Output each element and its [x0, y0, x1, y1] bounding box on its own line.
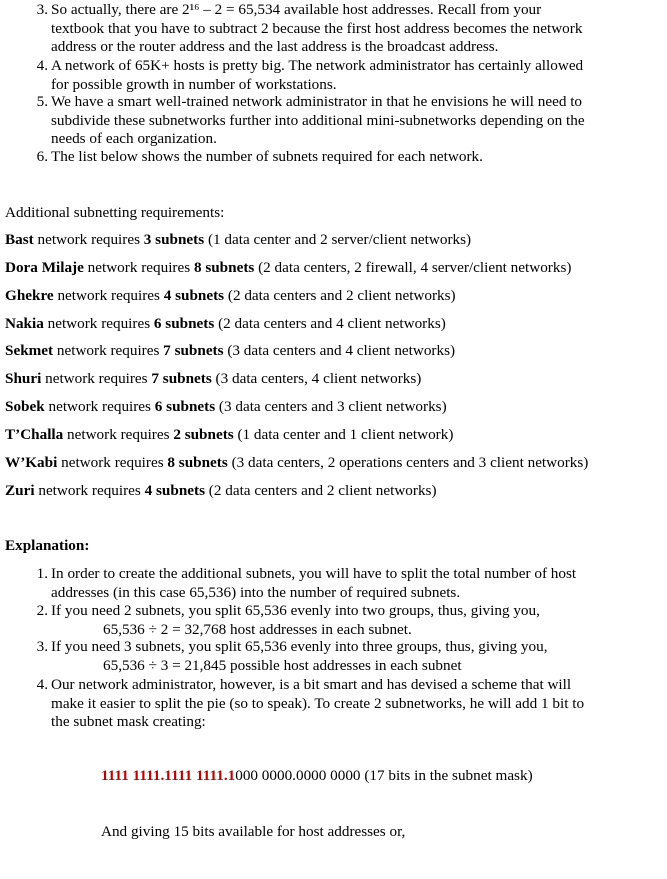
network-name: Sekmet	[5, 342, 54, 359]
list-number: 4.	[36, 57, 48, 74]
network-name: W’Kabi	[5, 454, 58, 471]
list-line: addresses (in this case 65,536) into the number of required subnets.	[51, 583, 461, 601]
list-line: subdivide these subnetworks further into additional mini-subnetworks depending on the	[51, 111, 585, 129]
list-line: needs of each organization.	[51, 130, 217, 147]
requirement-detail: (2 data centers and 2 client networks)	[224, 287, 456, 304]
network-name: Sobek	[5, 398, 45, 415]
network-name: Bast	[5, 231, 34, 248]
subnet-count: 3 subnets	[143, 231, 205, 248]
list-line: make it easier to split the pie (so to speak). To create 2 subnetworks, he will add 1 bit to	[51, 694, 585, 712]
requirement-text: network requires	[44, 398, 155, 415]
requirement-row	[5, 426, 453, 445]
list-number: 6.	[36, 148, 48, 165]
requirement-row	[5, 231, 471, 250]
list-line: If you need 3 subnets, you split 65,536 evenly into three groups, thus, giving you,	[51, 638, 548, 655]
subnet-count: 6 subnets	[154, 398, 216, 415]
list-line: for possible growth in number of workstations.	[51, 75, 337, 93]
network-name: Dora Milaje	[5, 259, 84, 276]
list-item	[26, 565, 626, 602]
list-item	[26, 57, 626, 94]
network-name: Shuri	[5, 370, 42, 387]
requirement-row	[5, 482, 437, 501]
list-line: textbook that you have to subtract 2 because the first host address becomes the network	[51, 19, 583, 37]
requirement-detail: (1 data center and 2 server/client networks)	[204, 231, 472, 248]
list-line: address or the router address and the last address is the broadcast address.	[51, 38, 499, 55]
list-number: 3.	[36, 1, 48, 18]
calculation-line: 65,536 ÷ 3 = 21,845 possible host addresses in each subnet	[103, 656, 462, 674]
requirement-text: network requires	[34, 482, 145, 499]
requirement-detail: (3 data centers and 3 client networks)	[215, 398, 447, 415]
subnet-mask-network-bits: 1111 1111.1111 1111.1	[101, 767, 236, 784]
requirement-row	[5, 370, 421, 389]
subnet-count: 8 subnets	[167, 454, 228, 471]
requirement-row	[5, 259, 571, 278]
requirement-detail: (2 data centers and 2 client networks)	[204, 482, 437, 499]
subnet-count: 4 subnets	[144, 482, 205, 499]
requirement-text: network requires	[53, 287, 164, 304]
requirement-detail: (3 data centers, 2 operations centers and 3 client networks)	[227, 454, 589, 471]
list-item	[26, 676, 626, 732]
subnet-count: 6 subnets	[153, 315, 215, 332]
list-line: the subnet mask creating:	[51, 713, 206, 730]
list-number: 1.	[36, 565, 48, 582]
requirement-text: network requires	[43, 315, 154, 332]
list-number: 4.	[36, 676, 48, 693]
network-name: Ghekre	[5, 287, 54, 304]
requirement-row	[5, 398, 447, 417]
network-name: T’Challa	[5, 426, 64, 443]
explanation-heading: Explanation:	[5, 537, 90, 554]
network-name: Nakia	[5, 315, 44, 332]
closing-text: And giving 15 bits available for host addresses or,	[101, 823, 406, 840]
list-line: If you need 2 subnets, you split 65,536 evenly into two groups, thus, giving you,	[51, 602, 540, 619]
calculation-line: 65,536 ÷ 2 = 32,768 host addresses in each subnet.	[103, 620, 412, 638]
requirement-detail: (3 data centers and 4 client networks)	[223, 342, 456, 359]
list-number: 2.	[36, 602, 48, 619]
requirement-row	[5, 454, 588, 473]
subnet-count: 7 subnets	[151, 370, 212, 387]
requirement-text: network requires	[63, 426, 174, 443]
requirement-detail: (3 data centers, 4 client networks)	[211, 370, 422, 387]
requirement-detail: (2 data centers and 4 client networks)	[214, 315, 446, 332]
list-item	[26, 93, 626, 149]
subnet-mask-line	[101, 767, 533, 786]
list-item	[26, 602, 626, 639]
requirements-heading: Additional subnetting requirements:	[5, 204, 225, 221]
list-number: 5.	[36, 93, 48, 110]
requirement-text: network requires	[53, 342, 164, 359]
list-line: The list below shows the number of subnets required for each network.	[51, 148, 483, 165]
requirement-row	[5, 315, 446, 334]
requirement-detail: (2 data centers, 2 firewall, 4 server/client networks)	[254, 259, 572, 276]
network-name: Zuri	[5, 482, 35, 499]
requirement-row	[5, 287, 456, 306]
list-line: Our network administrator, however, is a bit smart and has devised a scheme that will	[51, 676, 572, 693]
list-line: So actually, there are 2¹⁶ – 2 = 65,534 available host addresses. Recall from your	[51, 1, 542, 18]
list-item	[26, 1, 626, 57]
subnet-count: 4 subnets	[163, 287, 225, 304]
requirement-text: network requires	[57, 454, 168, 471]
requirement-row	[5, 342, 455, 361]
list-line: A network of 65K+ hosts is pretty big. The network administrator has certainly allowed	[51, 57, 584, 74]
requirement-detail: (1 data center and 1 client network)	[233, 426, 454, 443]
subnet-mask-host-bits: 000 0000.0000 0000 (17 bits in the subnet mask)	[235, 767, 533, 784]
subnet-count: 7 subnets	[163, 342, 224, 359]
subnet-count: 2 subnets	[173, 426, 234, 443]
list-number: 3.	[36, 638, 48, 655]
list-item	[26, 148, 626, 167]
list-line: In order to create the additional subnets, you will have to split the total number of host	[51, 565, 577, 582]
requirement-text: network requires	[41, 370, 152, 387]
requirement-text: network requires	[83, 259, 194, 276]
list-line: We have a smart well-trained network administrator in that he envisions he will need to	[51, 93, 583, 110]
list-item	[26, 638, 626, 675]
requirement-text: network requires	[33, 231, 144, 248]
subnet-count: 8 subnets	[193, 259, 255, 276]
